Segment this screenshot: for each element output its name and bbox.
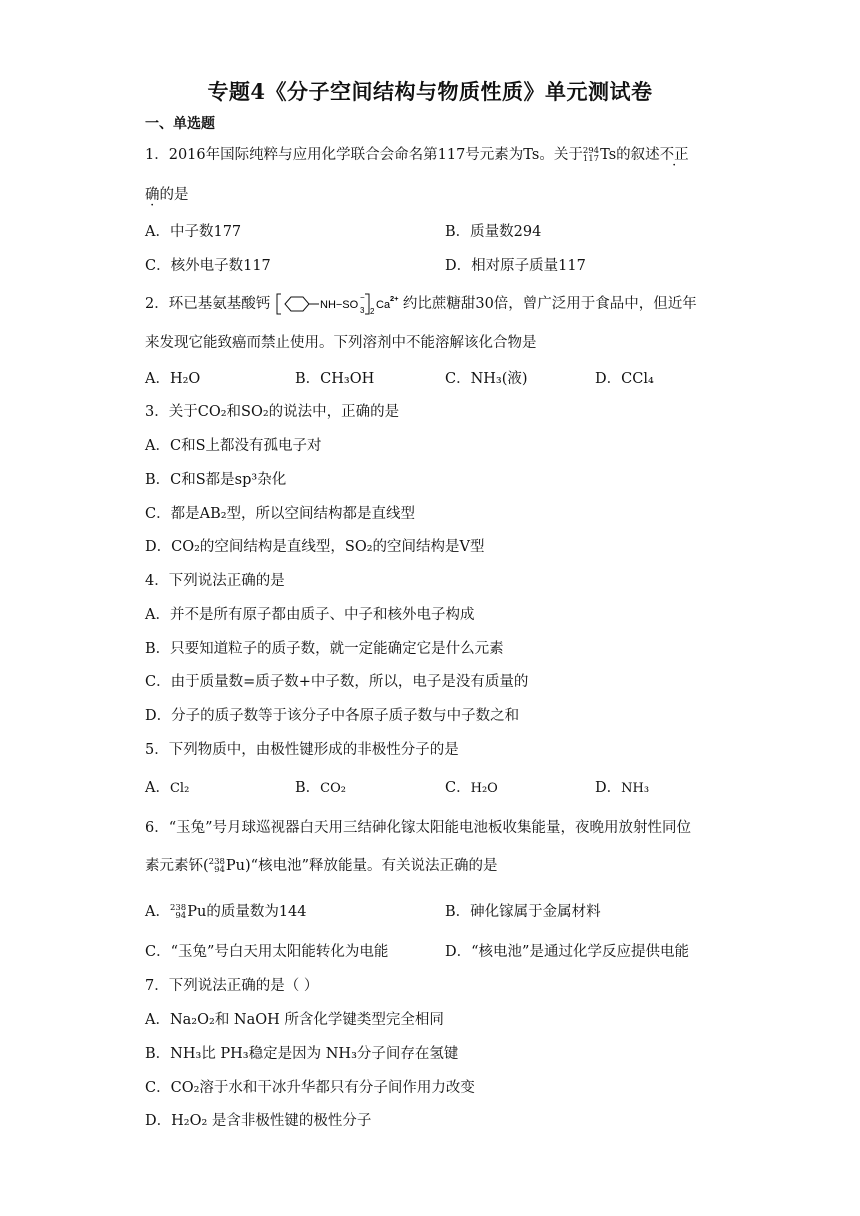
struct-minus-charge: −: [359, 293, 365, 302]
question-2-stem-cont: 来发现它能致癌而禁止使用。下列溶剂中不能溶解该化合物是: [145, 335, 537, 351]
q1-emphasis-text-2: 确: [145, 187, 160, 203]
q1-option-c: C．核外电子数117: [145, 258, 271, 274]
q1-stem-text: 1．2016年国际纯粹与应用化学联合会命名第117号元素为Ts。关于: [145, 147, 583, 163]
q4-option-a: A．并不是所有原子都由质子、中子和核外电子构成: [145, 607, 475, 623]
q2-stem-text-2: 约比蔗糖甜30倍，曾广泛用于食品中，但近年: [402, 296, 697, 312]
q6-element-symbol: Pu: [225, 858, 246, 874]
question-3-stem: 3．关于CO₂和SO₂的说法中，正确的是: [145, 404, 400, 420]
question-4-stem: 4．下列说法正确的是: [145, 573, 285, 589]
q5-b-label: B．: [295, 780, 321, 796]
q1-nuclide-numbers: [583, 147, 599, 164]
q6-atomic-number: 94: [214, 865, 225, 875]
q1-option-d: D．相对原子质量117: [445, 258, 586, 274]
q6-a-mass-number: 238: [169, 902, 187, 913]
q6-option-b: B．砷化镓属于金属材料: [445, 904, 601, 920]
q5-b-formula: CO₂: [320, 781, 346, 796]
q6-a-element-symbol: Pu: [187, 904, 207, 920]
q1-stem-text-2: 的叙述: [616, 147, 660, 163]
q6-a-text: 的质量数为144: [206, 904, 307, 920]
section-heading: 一、单选题: [145, 116, 215, 132]
q1-atomic-number: 117: [582, 154, 600, 164]
question-6-stem-cont: [145, 854, 498, 875]
q1-mass-number: 294: [582, 145, 600, 156]
q2-option-c: C．NH₃(液): [445, 371, 528, 387]
q6-stem-text: 素元素钚(: [145, 858, 209, 874]
q2-option-b: B．CH₃OH: [295, 371, 375, 387]
q2-option-a: A．H₂O: [145, 371, 201, 387]
question-1-stem-cont: [145, 183, 189, 204]
page-title: 专题4《分子空间结构与物质性质》单元测试卷: [207, 79, 653, 104]
q6-a-atomic-number: 94: [175, 911, 187, 921]
q6-mass-number: 238: [208, 856, 225, 867]
q1-element-symbol: Ts: [600, 147, 617, 163]
q7-option-b: B．NH₃比 PH₃稳定是因为 NH₃分子间存在氢键: [145, 1046, 459, 1062]
q3-option-b: B．C和S都是sp³杂化: [145, 472, 287, 488]
q5-option-a: [145, 776, 189, 797]
q1-stem-text-3: 的是: [159, 187, 189, 203]
q5-d-label: D．: [595, 780, 622, 796]
q5-option-b: [295, 776, 346, 797]
q5-c-formula: H₂O: [470, 781, 498, 796]
q6-stem-text-2: )“核电池”释放能量。有关说法正确的是: [245, 858, 498, 874]
question-7-stem: 7．下列说法正确的是（ ）: [145, 978, 319, 994]
q4-option-b: B．只要知道粒子的质子数，就一定能确定它是什么元素: [145, 641, 504, 657]
q3-option-a: A．C和S上都没有孤电子对: [145, 438, 322, 454]
q5-option-c: [445, 776, 498, 797]
q1-emphasis-text: 不正: [659, 147, 689, 163]
cyclamate-structure-icon: [275, 292, 403, 316]
struct-nh-so: NH−SO: [319, 299, 359, 311]
struct-sub-3: 3: [359, 306, 365, 315]
question-1-stem: [145, 143, 689, 164]
q6-option-d: D．“核电池”是通过化学反应提供电能: [445, 944, 689, 960]
q1-option-a: A．中子数177: [145, 224, 242, 240]
q6-option-a: [145, 900, 307, 921]
q5-d-formula: NH₃: [621, 781, 650, 796]
question-2-stem: [145, 292, 697, 316]
struct-ca-charge: 2+: [389, 294, 399, 303]
q2-option-d: D．CCl₄: [595, 371, 654, 387]
q3-option-c: C．都是AB₂型，所以空间结构都是直线型: [145, 506, 416, 522]
q7-option-c: C．CO₂溶于水和干冰升华都只有分子间作用力改变: [145, 1080, 475, 1096]
q7-option-a: A．Na₂O₂和 NaOH 所含化学键类型完全相同: [145, 1012, 444, 1028]
q5-a-formula: Cl₂: [169, 781, 190, 796]
struct-sub-2: 2: [369, 307, 375, 316]
q4-option-d: D．分子的质子数等于该分子中各原子质子数与中子数之和: [145, 708, 520, 724]
q5-option-d: [595, 776, 649, 797]
q2-stem-text: 2．环已基氨基酸钙: [145, 296, 271, 312]
question-5-stem: 5．下列物质中，由极性键形成的非极性分子的是: [145, 742, 459, 758]
q4-option-c: C．由于质量数=质子数+中子数，所以，电子是没有质量的: [145, 674, 529, 690]
q6-nuclide-numbers: [209, 858, 225, 875]
q3-option-d: D．CO₂的空间结构是直线型，SO₂的空间结构是V型: [145, 539, 485, 555]
question-6-stem: 6．“玉兔”号月球巡视器白天用三结砷化镓太阳能电池板收集能量，夜晚用放射性同位: [145, 820, 692, 836]
struct-calcium: Ca: [375, 299, 390, 311]
q1-option-b: B．质量数294: [445, 224, 542, 240]
q6-a-label: A．: [145, 904, 170, 920]
q7-option-d: D．H₂O₂ 是含非极性键的极性分子: [145, 1113, 372, 1129]
q6-option-c: C．“玉兔”号白天用太阳能转化为电能: [145, 944, 389, 960]
q6-a-nuclide-numbers: [170, 904, 186, 921]
q5-c-label: C．: [445, 780, 471, 796]
q5-a-label: A．: [145, 780, 170, 796]
